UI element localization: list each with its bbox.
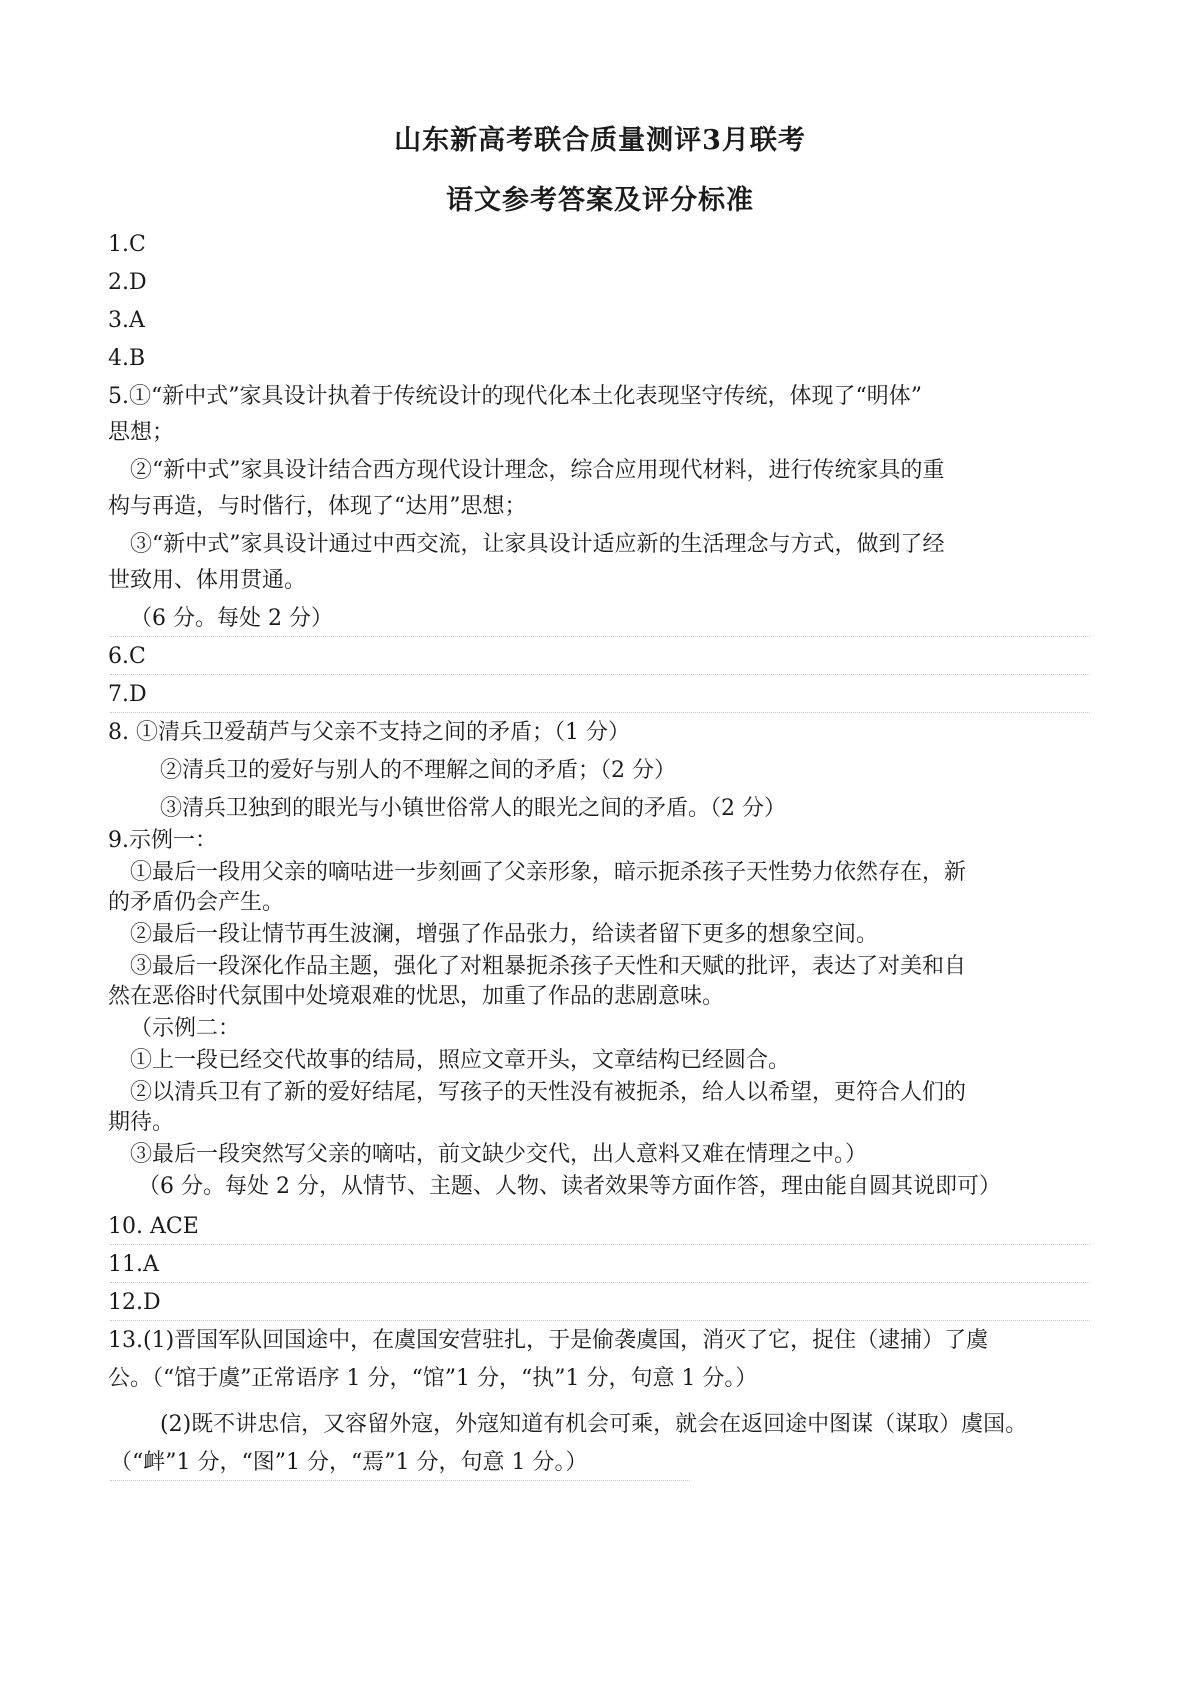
document-subtitle: 语文参考答案及评分标准 <box>446 185 754 216</box>
answer-line: （示例二： <box>130 1016 241 1041</box>
document-title: 山东新高考联合质量测评3月联考 <box>394 125 806 156</box>
answer-line: 6.C <box>108 644 146 669</box>
answer-line: 10. ACE <box>108 1214 199 1239</box>
answer-line: 11.A <box>108 1252 159 1277</box>
answer-line: 12.D <box>108 1290 161 1315</box>
answer-line: 8. ①清兵卫爱葫芦与父亲不支持之间的矛盾；（1 分） <box>108 720 630 745</box>
score-note: 公。（“馆于虞”正常语序 1 分，“馆”1 分，“执”1 分，句意 1 分。） <box>108 1366 758 1391</box>
answer-line: 9.示例一： <box>108 828 217 853</box>
answer-line: 期待。 <box>108 1110 175 1135</box>
answer-line: 13.(1)晋国军队回国途中，在虞国安营驻扎，于是偷袭虞国，消灭了它，捉住（逮捕）了虞 <box>108 1328 989 1353</box>
dotted-divider <box>110 712 1090 713</box>
dotted-divider <box>110 636 1090 637</box>
answer-line: ③清兵卫独到的眼光与小镇世俗常人的眼光之间的矛盾。（2 分） <box>160 796 786 821</box>
score-note: （6 分。每处 2 分，从情节、主题、人物、读者效果等方面作答，理由能自圆其说即可） <box>138 1174 1001 1199</box>
answer-line: 1.C <box>108 232 146 257</box>
answer-line: 然在恶俗时代氛围中处境艰难的忧思，加重了作品的悲剧意味。 <box>108 984 725 1009</box>
dotted-divider <box>110 1320 1090 1321</box>
dotted-divider <box>110 674 1090 675</box>
answer-line: ②以清兵卫有了新的爱好结尾，写孩子的天性没有被扼杀，给人以希望，更符合人们的 <box>130 1080 967 1105</box>
answer-line: 5.①“新中式”家具设计执着于传统设计的现代化本土化表现坚守传统，体现了“明体” <box>108 384 922 409</box>
score-note: （6 分。每处 2 分） <box>130 606 333 631</box>
answer-line: ①上一段已经交代故事的结局，照应文章开头，文章结构已经圆合。 <box>130 1048 791 1073</box>
answer-line: 7.D <box>108 682 147 707</box>
answer-line: ②最后一段让情节再生波澜，增强了作品张力，给读者留下更多的想象空间。 <box>130 922 879 947</box>
dotted-divider <box>110 1282 1090 1283</box>
answer-line: 的矛盾仍会产生。 <box>108 890 285 915</box>
dotted-divider <box>110 1480 690 1481</box>
answer-line: (2)既不讲忠信，又容留外寇，外寇知道有机会可乘，就会在返回途中图谋（谋取）虞国。 <box>160 1412 1028 1437</box>
answer-line: ②“新中式”家具设计结合西方现代设计理念，综合应用现代材料，进行传统家具的重 <box>130 458 945 483</box>
answer-line: 3.A <box>108 308 145 333</box>
answer-line: 4.B <box>108 346 146 371</box>
answer-line: ②清兵卫的爱好与别人的不理解之间的矛盾；（2 分） <box>160 758 676 783</box>
answer-line: ①最后一段用父亲的嘀咕进一步刻画了父亲形象，暗示扼杀孩子天性势力依然存在，新 <box>130 860 967 885</box>
answer-line: 思想； <box>108 420 175 445</box>
answer-line: 2.D <box>108 270 147 295</box>
answer-line: ③“新中式”家具设计通过中西交流，让家具设计适应新的生活理念与方式，做到了经 <box>130 532 945 557</box>
answer-line: ③最后一段深化作品主题，强化了对粗暴扼杀孩子天性和天赋的批评，表达了对美和自 <box>130 954 967 979</box>
dotted-divider <box>110 1244 1090 1245</box>
score-note: （“衅”1 分，“图”1 分，“焉”1 分，句意 1 分。） <box>110 1450 588 1475</box>
answer-line: 构与再造，与时偕行，体现了“达用”思想； <box>108 494 527 519</box>
answer-line: 世致用、体用贯通。 <box>108 568 307 593</box>
answer-line: ③最后一段突然写父亲的嘀咕，前文缺少交代，出人意料又难在情理之中。） <box>130 1142 868 1167</box>
